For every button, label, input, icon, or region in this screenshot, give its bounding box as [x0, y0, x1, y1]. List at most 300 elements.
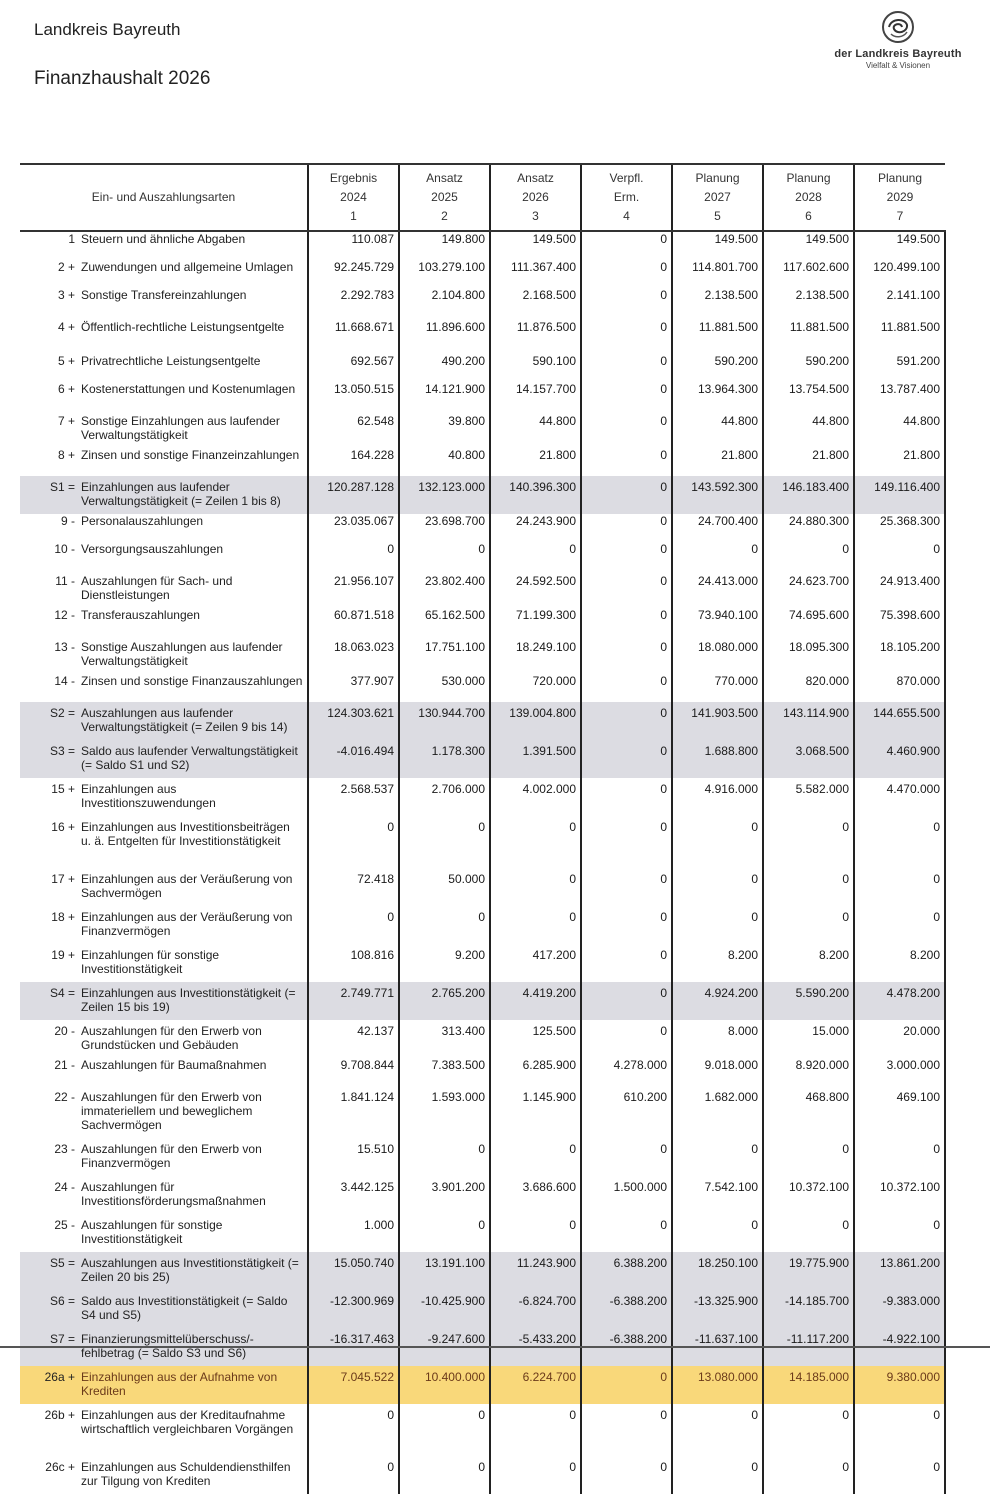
value-cell: 18.249.100 [490, 636, 581, 674]
value-cell: 18.095.300 [763, 636, 854, 674]
row-label: Privatrechtliche Leistungsentgelte [81, 354, 261, 368]
value-cell: 5.590.200 [763, 982, 854, 1020]
value-cell: 2.141.100 [854, 288, 945, 316]
value-cell: 143.114.900 [763, 702, 854, 740]
value-cell: 610.200 [581, 1086, 672, 1138]
row-label-wrap [20, 514, 303, 528]
row-label-wrap [20, 1180, 303, 1208]
value-cell: 21.800 [672, 448, 763, 476]
value-cell: 0 [490, 1456, 581, 1494]
value-cell: 149.800 [399, 231, 490, 260]
row-label-cell [20, 1404, 308, 1456]
row-label-wrap [20, 782, 303, 810]
row-label: Finanzierungsmittelüberschuss/-fehlbetrag (= Saldo S3 und S6) [81, 1332, 254, 1360]
row-number: 19 + [51, 948, 75, 962]
table-row [20, 1366, 945, 1404]
value-cell: 313.400 [399, 1020, 490, 1058]
row-label: Einzahlungen aus Investitionstätigkeit (= Zeilen 15 bis 19) [81, 986, 296, 1014]
row-number: 9 - [60, 514, 75, 528]
row-label-cell [20, 514, 308, 542]
value-cell: 14.185.000 [763, 1366, 854, 1404]
row-number: 26a + [44, 1370, 75, 1384]
value-cell: -6.824.700 [490, 1290, 581, 1328]
value-cell: 5.582.000 [763, 778, 854, 816]
row-label-cell [20, 1214, 308, 1252]
value-cell: 530.000 [399, 674, 490, 702]
value-cell: 0 [581, 636, 672, 674]
value-cell: 74.695.600 [763, 608, 854, 636]
value-cell: -4.922.100 [854, 1328, 945, 1366]
value-cell: -9.383.000 [854, 1290, 945, 1328]
value-cell: 4.478.200 [854, 982, 945, 1020]
column-header-line: Verpfl. [609, 171, 644, 185]
value-cell: 24.413.000 [672, 570, 763, 608]
column-header-line: 1 [350, 209, 357, 223]
logo-name: der Landkreis Bayreuth [834, 48, 962, 60]
table-row [20, 1252, 945, 1290]
value-cell: 2.749.771 [308, 982, 399, 1020]
value-cell: 62.548 [308, 410, 399, 448]
value-cell: 117.602.600 [763, 260, 854, 288]
value-cell: -11.637.100 [672, 1328, 763, 1366]
logo [828, 10, 968, 70]
row-number: 4 + [57, 320, 75, 334]
value-cell: 149.116.400 [854, 476, 945, 514]
row-label-wrap [20, 320, 303, 334]
value-cell: 71.199.300 [490, 608, 581, 636]
row-label: Einzahlungen aus der Aufnahme von Krediten [81, 1370, 278, 1398]
row-label-cell [20, 982, 308, 1020]
column-header-line: 2027 [704, 190, 731, 204]
value-cell: 0 [763, 1138, 854, 1176]
value-cell: 820.000 [763, 674, 854, 702]
value-cell: 0 [581, 906, 672, 944]
column-header-line: Ansatz [517, 171, 554, 185]
value-cell: 7.045.522 [308, 1366, 399, 1404]
row-label: Kostenerstattungen und Kostenumlagen [81, 382, 296, 396]
value-cell: 44.800 [672, 410, 763, 448]
value-cell: 110.087 [308, 231, 399, 260]
value-cell: 114.801.700 [672, 260, 763, 288]
org-name: Landkreis Bayreuth [34, 20, 181, 39]
row-label: Einzahlungen aus laufender Verwaltungstätigkeit (= Zeilen 1 bis 8) [81, 480, 281, 508]
value-cell: 10.372.100 [763, 1176, 854, 1214]
value-cell: 9.200 [399, 944, 490, 982]
value-cell: 1.178.300 [399, 740, 490, 778]
value-cell: 6.388.200 [581, 1252, 672, 1290]
row-label-wrap [20, 1370, 303, 1398]
row-number: 3 + [57, 288, 75, 302]
row-label: Zinsen und sonstige Finanzauszahlungen [81, 674, 303, 688]
value-cell: 0 [581, 231, 672, 260]
column-header-line: 6 [805, 209, 812, 223]
value-cell: 149.500 [763, 231, 854, 260]
row-label-wrap [20, 744, 303, 772]
value-cell: 75.398.600 [854, 608, 945, 636]
value-cell: 468.800 [763, 1086, 854, 1138]
row-label-wrap [20, 910, 303, 938]
row-label: Auszahlungen für den Erwerb von immateriellem und beweglichem Sachvermögen [81, 1090, 262, 1132]
row-label-cell [20, 778, 308, 816]
row-label-wrap [20, 480, 303, 508]
table-row [20, 316, 945, 354]
row-label: Auszahlungen für Sach- und Dienstleistungen [81, 574, 233, 602]
value-cell: 50.000 [399, 868, 490, 906]
row-label-wrap [20, 820, 303, 848]
value-cell: 4.916.000 [672, 778, 763, 816]
value-cell: 15.000 [763, 1020, 854, 1058]
value-cell: 8.000 [672, 1020, 763, 1058]
value-cell: 14.157.700 [490, 382, 581, 410]
value-cell: 2.568.537 [308, 778, 399, 816]
value-cell: 24.623.700 [763, 570, 854, 608]
row-label-cell [20, 868, 308, 906]
value-cell: 0 [581, 316, 672, 354]
column-header-line: Ansatz [426, 171, 463, 185]
value-cell: 8.920.000 [763, 1058, 854, 1086]
value-cell: 9.380.000 [854, 1366, 945, 1404]
row-label-wrap [20, 1294, 303, 1322]
value-cell: 469.100 [854, 1086, 945, 1138]
row-label: Auszahlungen für Baumaßnahmen [81, 1058, 267, 1072]
value-cell: 132.123.000 [399, 476, 490, 514]
row-label: Transferauszahlungen [81, 608, 200, 622]
row-label-wrap [20, 1024, 303, 1052]
table-row [20, 1058, 945, 1086]
row-number: 5 + [57, 354, 75, 368]
table-row [20, 382, 945, 410]
row-label-wrap [20, 382, 303, 396]
value-cell: 65.162.500 [399, 608, 490, 636]
value-cell: 0 [399, 1456, 490, 1494]
value-cell: 140.396.300 [490, 476, 581, 514]
value-cell: 18.063.023 [308, 636, 399, 674]
value-cell: 125.500 [490, 1020, 581, 1058]
value-cell: 0 [581, 570, 672, 608]
value-cell: 13.787.400 [854, 382, 945, 410]
value-cell: 21.800 [854, 448, 945, 476]
row-label-cell [20, 1290, 308, 1328]
row-label: Einzahlungen für sonstige Investitionstätigkeit [81, 948, 220, 976]
value-cell: 11.881.500 [672, 316, 763, 354]
value-cell: 2.104.800 [399, 288, 490, 316]
table-row [20, 944, 945, 982]
row-number: 7 + [57, 414, 75, 428]
value-cell: 4.278.000 [581, 1058, 672, 1086]
value-cell: 21.956.107 [308, 570, 399, 608]
value-cell: 60.871.518 [308, 608, 399, 636]
value-cell: 0 [581, 1020, 672, 1058]
value-cell: 24.700.400 [672, 514, 763, 542]
table-row [20, 1290, 945, 1328]
value-cell: 103.279.100 [399, 260, 490, 288]
table-row [20, 674, 945, 702]
row-label-cell [20, 1020, 308, 1058]
column-header [490, 164, 581, 231]
value-cell: 18.080.000 [672, 636, 763, 674]
value-cell: 0 [763, 1404, 854, 1456]
row-label: Einzahlungen aus Schuldendiensthilfen zur Tilgung von Krediten [81, 1460, 291, 1488]
row-label-cell [20, 260, 308, 288]
value-cell: 92.245.729 [308, 260, 399, 288]
row-label-wrap [20, 1058, 303, 1072]
value-cell: 149.500 [490, 231, 581, 260]
table-row [20, 410, 945, 448]
value-cell: 25.368.300 [854, 514, 945, 542]
row-number: S4 = [49, 986, 75, 1000]
column-header-line: 3 [532, 209, 539, 223]
value-cell: 0 [399, 1214, 490, 1252]
value-cell: 2.138.500 [763, 288, 854, 316]
value-cell: 590.100 [490, 354, 581, 382]
value-cell: 0 [672, 868, 763, 906]
value-cell: 0 [763, 816, 854, 868]
row-label-wrap [20, 288, 303, 302]
value-cell: 0 [672, 816, 763, 868]
value-cell: 120.499.100 [854, 260, 945, 288]
value-cell: 0 [581, 1456, 672, 1494]
value-cell: 0 [308, 1404, 399, 1456]
value-cell: -5.433.200 [490, 1328, 581, 1366]
value-cell: 141.903.500 [672, 702, 763, 740]
column-header-line: Planung [786, 171, 831, 185]
row-label-wrap [20, 414, 303, 442]
table-row [20, 288, 945, 316]
value-cell: -4.016.494 [308, 740, 399, 778]
row-number: 20 - [54, 1024, 75, 1038]
row-number: 16 + [51, 820, 75, 834]
value-cell: 692.567 [308, 354, 399, 382]
row-label-wrap [20, 448, 303, 462]
table-row [20, 636, 945, 674]
value-cell: 0 [581, 1366, 672, 1404]
row-label: Auszahlungen für den Erwerb von Grundstücken und Gebäuden [81, 1024, 262, 1052]
row-number: 21 - [54, 1058, 75, 1072]
value-cell: 1.841.124 [308, 1086, 399, 1138]
row-label: Sonstige Transfereinzahlungen [81, 288, 247, 302]
row-number: 15 + [51, 782, 75, 796]
row-label-cell [20, 1138, 308, 1176]
row-label-cell [20, 636, 308, 674]
row-label-cell [20, 231, 308, 260]
value-cell: 72.418 [308, 868, 399, 906]
row-label: Einzahlungen aus der Veräußerung von Finanzvermögen [81, 910, 293, 938]
value-cell: 0 [581, 1404, 672, 1456]
value-cell: 0 [763, 1456, 854, 1494]
row-label-cell [20, 1176, 308, 1214]
row-label-cell [20, 382, 308, 410]
value-cell: 0 [581, 778, 672, 816]
value-cell: 11.243.900 [490, 1252, 581, 1290]
row-number: 1 [68, 232, 75, 246]
value-cell: 0 [581, 382, 672, 410]
value-cell: 13.191.100 [399, 1252, 490, 1290]
value-cell: 0 [581, 868, 672, 906]
value-cell: 0 [581, 944, 672, 982]
row-label-wrap [20, 1218, 303, 1246]
table-row [20, 982, 945, 1020]
table-body [20, 231, 945, 1494]
row-label-wrap [20, 872, 303, 900]
row-label-wrap [20, 542, 303, 556]
value-cell: 1.688.800 [672, 740, 763, 778]
row-label-wrap [20, 232, 303, 246]
value-cell: 143.592.300 [672, 476, 763, 514]
table-row [20, 906, 945, 944]
value-cell: 124.303.621 [308, 702, 399, 740]
value-cell: 13.080.000 [672, 1366, 763, 1404]
value-cell: 1.682.000 [672, 1086, 763, 1138]
column-header-line: 2029 [886, 190, 914, 204]
value-cell: 18.105.200 [854, 636, 945, 674]
value-cell: 17.751.100 [399, 636, 490, 674]
value-cell: 120.287.128 [308, 476, 399, 514]
table-row [20, 1456, 945, 1494]
row-number: S1 = [49, 480, 75, 494]
row-number: 10 - [54, 542, 75, 556]
row-label: Zinsen und sonstige Finanzeinzahlungen [81, 448, 300, 462]
value-cell: 0 [854, 1404, 945, 1456]
row-label-wrap [20, 986, 303, 1014]
row-label: Sonstige Auszahlungen aus laufender Verwaltungstätigkeit [81, 640, 283, 668]
value-cell: 0 [490, 906, 581, 944]
value-cell: 24.880.300 [763, 514, 854, 542]
row-number: 6 + [57, 382, 75, 396]
value-cell: 0 [672, 1404, 763, 1456]
value-cell: 7.383.500 [399, 1058, 490, 1086]
value-cell: 0 [672, 906, 763, 944]
column-header-line: 7 [896, 209, 904, 223]
value-cell: 11.881.500 [763, 316, 854, 354]
column-header [672, 164, 763, 231]
value-cell: 0 [490, 816, 581, 868]
row-label-cell [20, 702, 308, 740]
row-number: 2 + [57, 260, 75, 274]
column-header [854, 164, 945, 231]
value-cell: 4.460.900 [854, 740, 945, 778]
value-cell: 0 [581, 816, 672, 868]
table-row [20, 868, 945, 906]
row-label-cell [20, 1086, 308, 1138]
column-header-line: 2028 [795, 190, 822, 204]
row-number: 23 - [54, 1142, 75, 1156]
value-cell: 11.881.500 [854, 316, 945, 354]
value-cell: 0 [581, 260, 672, 288]
value-cell: 23.698.700 [399, 514, 490, 542]
value-cell: 0 [581, 542, 672, 570]
value-cell: 2.168.500 [490, 288, 581, 316]
value-cell: 3.442.125 [308, 1176, 399, 1214]
value-cell: 0 [308, 1456, 399, 1494]
row-label-cell [20, 1252, 308, 1290]
value-cell: -16.317.463 [308, 1328, 399, 1366]
value-cell: 6.285.900 [490, 1058, 581, 1086]
row-label-wrap [20, 1142, 303, 1170]
value-cell: 144.655.500 [854, 702, 945, 740]
row-label: Steuern und ähnliche Abgaben [81, 232, 246, 246]
value-cell: 13.050.515 [308, 382, 399, 410]
value-cell: 23.035.067 [308, 514, 399, 542]
value-cell: 8.200 [672, 944, 763, 982]
value-cell: 130.944.700 [399, 702, 490, 740]
value-cell: 720.000 [490, 674, 581, 702]
value-cell: 0 [672, 1138, 763, 1176]
row-label: Saldo aus Investitionstätigkeit (= Saldo S4 und S5) [81, 1294, 288, 1322]
value-cell: 24.592.500 [490, 570, 581, 608]
value-cell: 0 [581, 1214, 672, 1252]
value-cell: 0 [763, 906, 854, 944]
value-cell: 164.228 [308, 448, 399, 476]
value-cell: 0 [854, 1138, 945, 1176]
row-number: 26b + [44, 1408, 75, 1422]
value-cell: 13.754.500 [763, 382, 854, 410]
value-cell: 590.200 [672, 354, 763, 382]
value-cell: 18.250.100 [672, 1252, 763, 1290]
value-cell: 2.292.783 [308, 288, 399, 316]
column-header-line: 2 [441, 209, 448, 223]
row-label-cell [20, 1456, 308, 1494]
value-cell: 0 [581, 514, 672, 542]
value-cell: 0 [854, 816, 945, 868]
row-label-cell [20, 410, 308, 448]
value-cell: 590.200 [763, 354, 854, 382]
value-cell: 73.940.100 [672, 608, 763, 636]
value-cell: 0 [308, 542, 399, 570]
value-cell: 0 [854, 906, 945, 944]
value-cell: 108.816 [308, 944, 399, 982]
value-cell: 0 [581, 288, 672, 316]
value-cell: 4.419.200 [490, 982, 581, 1020]
table-row [20, 1020, 945, 1058]
value-cell: -6.388.200 [581, 1328, 672, 1366]
value-cell: 0 [399, 816, 490, 868]
value-cell: 0 [854, 1214, 945, 1252]
value-cell: 417.200 [490, 944, 581, 982]
row-label-wrap [20, 674, 303, 688]
value-cell: 591.200 [854, 354, 945, 382]
table-row [20, 231, 945, 260]
value-cell: 149.500 [854, 231, 945, 260]
row-label-cell [20, 740, 308, 778]
row-label: Sonstige Einzahlungen aus laufender Verwaltungstätigkeit [81, 414, 280, 442]
row-label-wrap [20, 354, 303, 368]
value-cell: 10.400.000 [399, 1366, 490, 1404]
value-cell: 0 [581, 1138, 672, 1176]
value-cell: 1.500.000 [581, 1176, 672, 1214]
value-cell: 0 [399, 542, 490, 570]
value-cell: 13.964.300 [672, 382, 763, 410]
row-label-cell [20, 944, 308, 982]
column-header-line: 5 [714, 209, 721, 223]
value-cell: 9.708.844 [308, 1058, 399, 1086]
row-number: S3 = [49, 744, 75, 758]
row-number: 11 - [55, 574, 75, 588]
row-label: Einzahlungen aus der Kreditaufnahme wirtschaftlich vergleichbaren Vorgängen [81, 1408, 294, 1436]
column-header-line: 2025 [431, 190, 458, 204]
value-cell: 24.913.400 [854, 570, 945, 608]
row-number: 8 + [57, 448, 75, 462]
table-row [20, 542, 945, 570]
value-cell: 8.200 [854, 944, 945, 982]
row-label: Saldo aus laufender Verwaltungstätigkeit (= Saldo S1 und S2) [81, 744, 298, 772]
table-row [20, 608, 945, 636]
row-number: S5 = [49, 1256, 75, 1270]
value-cell: -6.388.200 [581, 1290, 672, 1328]
table-header-row [20, 164, 945, 231]
table-row [20, 1086, 945, 1138]
row-label-wrap [20, 574, 303, 602]
value-cell: 0 [490, 1404, 581, 1456]
